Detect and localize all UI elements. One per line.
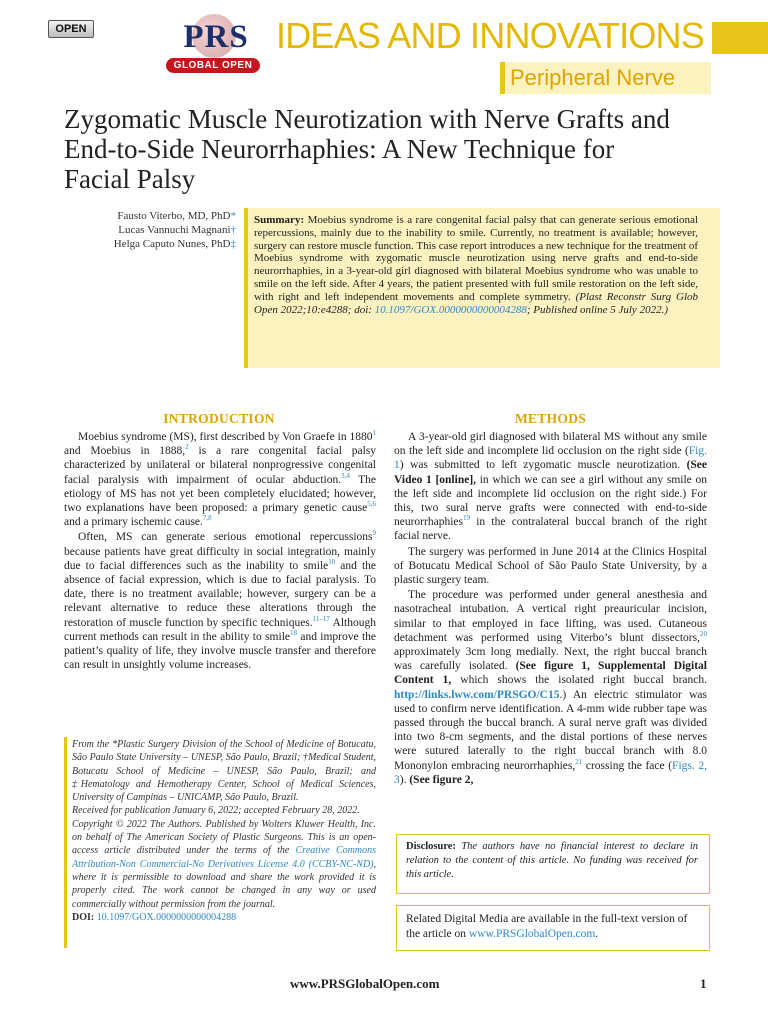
logo-ribbon: GLOBAL OPEN <box>166 58 260 73</box>
text: in which we can see a girl without any smile on the left side and incomplete lid occlusion on the right side.) For this, two sural nerve grafts were connected with end-to-side neurorrhaphies <box>394 473 707 529</box>
prs-global-open-logo[interactable] <box>160 14 266 76</box>
journal-website-link[interactable]: www.PRSGlobalOpen.com <box>468 928 596 940</box>
introduction-paragraph-2 <box>64 530 376 672</box>
text: and the absence of facial expression, which is due to facial paralysis. To date, there is no treatment available; however, surgery can be a relevant alternative to reduce these alterations through the restoration of muscle function by specific techniques. <box>64 559 376 629</box>
text: The etiology of MS has not yet been completely elucidated; however, two explanations have been proposed: a primary genetic cause <box>64 473 376 515</box>
page-number: 1 <box>700 976 707 991</box>
text: approximately 3cm long medially. Next, the right buccal branch was carefully isolated. <box>394 646 707 673</box>
citation-ref[interactable]: 21 <box>575 757 583 766</box>
summary-text <box>254 214 698 316</box>
supplement-reference: (See figure 2, <box>409 773 474 786</box>
text: . <box>595 928 599 940</box>
figure-link[interactable]: Figs. 2, 3 <box>394 759 707 786</box>
header-accent-bar <box>712 22 768 54</box>
text: Copyright © 2022 The Authors. Published by Wolters Kluwer Health, Inc. on behalf of The American Society of Plastic Surgeons. This is an open-access article distributed under the terms of the <box>72 818 376 857</box>
related-media-text <box>406 912 698 942</box>
supplement-reference: (See figure 1, Supplemental Digital Content 1, <box>394 660 708 687</box>
citation-ref[interactable]: 5,6 <box>367 500 376 509</box>
text: Related Digital Media are available in the full-text version of the article on <box>406 913 688 940</box>
author-3 <box>114 237 236 251</box>
section-title: IDEAS AND INNOVATIONS <box>276 15 704 56</box>
disclosure-label: Disclosure: <box>406 841 456 852</box>
open-access-badge: OPEN <box>48 20 94 38</box>
disclosure-body: The authors have no financial interest to declare in relation to the content of this article. No funding was received for this article. <box>406 841 699 880</box>
article-title: Zygomatic Muscle Neurotization with Nerve Grafts and End-to-Side Neurorrhaphies: A New Technique for Facial Palsy <box>64 104 670 194</box>
author-symbol: † <box>230 224 236 236</box>
disclosure-text <box>406 840 698 882</box>
citation-ref[interactable]: 3,4 <box>341 471 350 480</box>
introduction-column <box>64 430 376 672</box>
text: Although current methods can result in the ability to smile <box>64 616 376 643</box>
copyright-text <box>72 818 376 911</box>
text: .) An electric stimulator was used to confirm nerve identification. A 4-mm wide rubber tape was passed through the buccal branch. A sural nerve graft was divided into two 8-cm segments, and the distal portions of these nerves were sutured laterally to the right buccal branch with 8.0 Mononylon embracing neurorrhaphies, <box>394 688 707 772</box>
text: and a primary ischemic cause. <box>64 516 203 529</box>
citation-ref[interactable]: 7,8 <box>202 514 212 523</box>
methods-heading: METHODS <box>514 411 587 426</box>
affiliation-accent-bar <box>64 737 67 948</box>
methods-paragraph-2: The surgery was performed in June 2014 at the Clinics Hospital of Botucatu Medical School of São Paulo State University, by a plastic surgery team. <box>394 545 707 587</box>
author-symbol: * <box>230 210 236 222</box>
affiliation-box <box>72 738 376 924</box>
text: in the contralateral buccal branch of the right facial nerve. <box>394 516 707 543</box>
text: and Moebius in 1888, <box>64 445 186 458</box>
supplement-link[interactable]: http://links.lww.com/PRSGO/C15 <box>394 688 560 701</box>
doi-line <box>72 911 376 924</box>
citation-ref[interactable]: 20 <box>700 630 707 639</box>
text: crossing the face ( <box>582 759 673 772</box>
video-reference: (See Video 1 [online], <box>394 459 707 486</box>
text: ) was submitted to left zygomatic muscle neurotization. <box>399 459 687 472</box>
text: is a rare congenital facial palsy characterized by unilateral or bilateral nonprogressive congenital facial paralysis with impairment of ocular abduction. <box>64 445 376 486</box>
methods-paragraph-1 <box>394 430 707 544</box>
doi-link[interactable]: 10.1097/GOX.0000000000004288 <box>96 911 237 923</box>
footer-url[interactable]: www.PRSGlobalOpen.com <box>290 976 440 991</box>
author-name: Fausto Viterbo, MD, PhD <box>117 210 231 222</box>
introduction-paragraph-1 <box>64 430 376 529</box>
text: A 3-year-old girl diagnosed with bilateral MS without any smile on the left side and incomplete lid occlusion on the right side ( <box>394 431 707 458</box>
summary-doi-link[interactable]: 10.1097/GOX.0000000000004288 <box>374 303 527 316</box>
text: The procedure was performed under general anesthesia and nasotracheal intubation. A vertical right preauricular incision, similar to that employed in face lifting, was used. Cutaneous detachment was performed using Viterbo’s blunt dissectors, <box>394 589 707 644</box>
figure-link[interactable]: Fig. 1 <box>394 445 707 472</box>
introduction-heading: INTRODUCTION <box>163 411 275 426</box>
text: ). <box>399 773 410 786</box>
summary-body: Moebius syndrome is a rare congenital facial palsy that can generate serious emotional repercussions, mainly due to the inability to smile. Currently, no treatment is available; however, surgery can restore muscle function. This case report introduces a new technique for the treatment of Moebius syndrome with zygomatic muscle neurotization using nerve grafts and end-to-side neurorrhaphies, in a 3-year-old girl diagnosed with bilateral Moebius syndrome who was unable to smile on the left side. After 4 years, the patient presented with full smile restoration on the left side, with right and left independent movements and complete symmetry. <box>254 214 698 303</box>
topic-label: Peripheral Nerve <box>510 65 676 90</box>
summary-published: ; Published online 5 July 2022.) <box>526 303 668 316</box>
received-dates: Received for publication January 6, 2022; accepted February 28, 2022. <box>72 805 360 817</box>
author-2 <box>118 223 236 237</box>
methods-paragraph-3 <box>394 588 707 787</box>
text: Often, MS can generate serious emotional repercussions <box>78 531 373 544</box>
citation-ref[interactable]: 2 <box>185 443 189 452</box>
citation-ref[interactable]: 11–17 <box>312 614 330 623</box>
citation-ref[interactable]: 1 <box>372 429 376 438</box>
text: because patients have great difficulty in social integration, mainly due to facial differences such as the inability to smile <box>64 545 376 572</box>
text: which shows the isolated right buccal branch. <box>451 674 707 687</box>
author-name: Lucas Vannuchi Magnani <box>118 224 231 236</box>
author-1 <box>117 209 236 223</box>
author-symbol: ‡ <box>230 238 236 250</box>
logo-letters: PRS <box>183 19 249 55</box>
citation-ref[interactable]: 10 <box>328 558 336 566</box>
author-name: Helga Caputo Nunes, PhD <box>113 238 231 250</box>
citation-ref[interactable]: 19 <box>462 514 470 523</box>
text: , where it is permissible to download and share the work provided it is properly cited. The work cannot be changed in any way or used commercially without permission from the journal. <box>72 858 376 910</box>
summary-label: Summary: <box>254 214 305 226</box>
summary-citation: (Plast Reconstr Surg Glob Open 2022;10:e4288; doi: <box>254 290 698 316</box>
text: Moebius syndrome (MS), first described by Von Graefe in 1880 <box>78 431 373 443</box>
license-link[interactable]: Creative Commons Attribution-Non Commercial-No Derivatives License 4.0 (CCBY-NC-ND) <box>72 845 376 870</box>
affiliation-text: From the *Plastic Surgery Division of the School of Medicine of Botucatu, São Paulo State University – UNESP, São Paulo, Brazil; †Medical Student, Botucatu School of Medicine – UNESP, São Paulo, Brazil; and ‡Hematology and Hemotherapy Center, School of Medical Sciences, University of Campinas – UNICAMP, São Paulo, Brazil. <box>72 739 376 804</box>
citation-ref[interactable]: 18 <box>290 629 297 638</box>
methods-column <box>394 430 707 787</box>
text: and improve the patient’s quality of life, they involve muscle transfer and therefore can result in unsightly volume increases. <box>64 630 376 672</box>
doi-label: DOI: <box>72 911 95 923</box>
citation-ref[interactable]: 9 <box>372 529 376 538</box>
